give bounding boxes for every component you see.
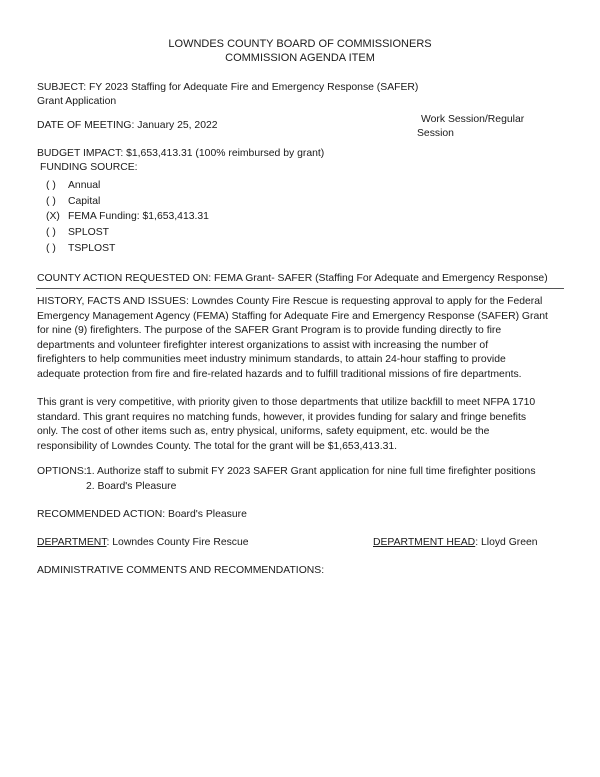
- history-line: firefighters to help communities meet industry minimum standards, to attain 24-hour staffing to provide: [37, 354, 506, 365]
- history-line: Emergency Management Agency (FEMA) Staffing for Adequate Fire and Emergency Response (SAFER) Grant: [37, 310, 548, 322]
- paragraph-line: only. The cost of other items such as, entry physical, uniforms, safety equipment, etc. would be the: [37, 426, 490, 437]
- section-divider: [36, 288, 564, 289]
- checkbox-mark: ( ): [46, 243, 56, 254]
- history-line: for nine (9) firefighters. The purpose of the SAFER Grant Program is to provide funding directly to fire: [37, 325, 502, 336]
- department-label: DEPARTMENT: [37, 537, 107, 548]
- paragraph-line: standard. This grant requires no matching funds, however, it provides funding for salary and fringe benefits: [37, 411, 527, 423]
- subject-line2: Grant Application: [37, 96, 117, 107]
- department-head-label: DEPARTMENT HEAD: [373, 537, 476, 548]
- funding-item-annual: [46, 178, 100, 193]
- funding-item-fema: [46, 209, 209, 224]
- funding-item-label: Capital: [68, 196, 101, 207]
- meeting-date: DATE OF MEETING: January 25, 2022: [37, 120, 218, 131]
- funding-item-tsplost: [46, 241, 115, 256]
- option-2: 2. Board's Pleasure: [86, 481, 177, 492]
- option-1: 1. Authorize staff to submit FY 2023 SAFER Grant application for nine full time firefighter positions: [86, 466, 536, 477]
- history-line: HISTORY, FACTS AND ISSUES: Lowndes County Fire Rescue is requesting approval to apply for the Federal: [37, 296, 543, 307]
- department-head-value: : Lloyd Green: [475, 537, 538, 548]
- checkbox-mark: ( ): [46, 227, 56, 238]
- history-line: departments and volunteer firefighter interest organizations to assist with increasing the number of: [37, 339, 489, 351]
- checkbox-mark: ( ): [46, 196, 56, 207]
- paragraph-line: This grant is very competitive, with priority given to those departments that utilize backfill to meet NFPA 1710: [37, 397, 536, 408]
- options-label: OPTIONS:: [37, 466, 87, 477]
- recommended-action: RECOMMENDED ACTION: Board's Pleasure: [37, 509, 247, 520]
- header-title: LOWNDES COUNTY BOARD OF COMMISSIONERS: [168, 38, 432, 50]
- funding-item-label: Annual: [68, 180, 101, 191]
- administrative-comments: ADMINISTRATIVE COMMENTS AND RECOMMENDATIONS:: [37, 565, 325, 576]
- department-value: : Lowndes County Fire Rescue: [106, 537, 249, 548]
- paragraph-line: responsibility of Lowndes County. The total for the grant will be $1,653,413.31.: [37, 440, 398, 452]
- funding-item-label: TSPLOST: [68, 243, 116, 254]
- session-type-line1: Work Session/Regular: [421, 114, 525, 125]
- county-action-requested: COUNTY ACTION REQUESTED ON: FEMA Grant- SAFER (Staffing For Adequate and Emergency Response): [37, 273, 548, 284]
- funding-item-capital: [46, 194, 100, 209]
- funding-item-splost: [46, 225, 109, 240]
- funding-source-label: FUNDING SOURCE:: [40, 162, 138, 173]
- department: [37, 536, 249, 550]
- subject-line1: SUBJECT: FY 2023 Staffing for Adequate Fire and Emergency Response (SAFER): [37, 82, 419, 93]
- checkbox-mark: (X): [46, 211, 60, 222]
- budget-impact: BUDGET IMPACT: $1,653,413.31 (100% reimbursed by grant): [37, 148, 325, 159]
- header-subtitle: COMMISSION AGENDA ITEM: [225, 52, 375, 64]
- department-head: [373, 536, 538, 550]
- history-line: adequate protection from fire and fire-related hazards and to fulfill traditional missions of fire departments.: [37, 368, 522, 380]
- funding-item-label: SPLOST: [68, 227, 109, 238]
- funding-item-label: FEMA Funding: $1,653,413.31: [68, 211, 209, 222]
- checkbox-mark: ( ): [46, 180, 56, 191]
- session-type-line2: Session: [417, 128, 454, 139]
